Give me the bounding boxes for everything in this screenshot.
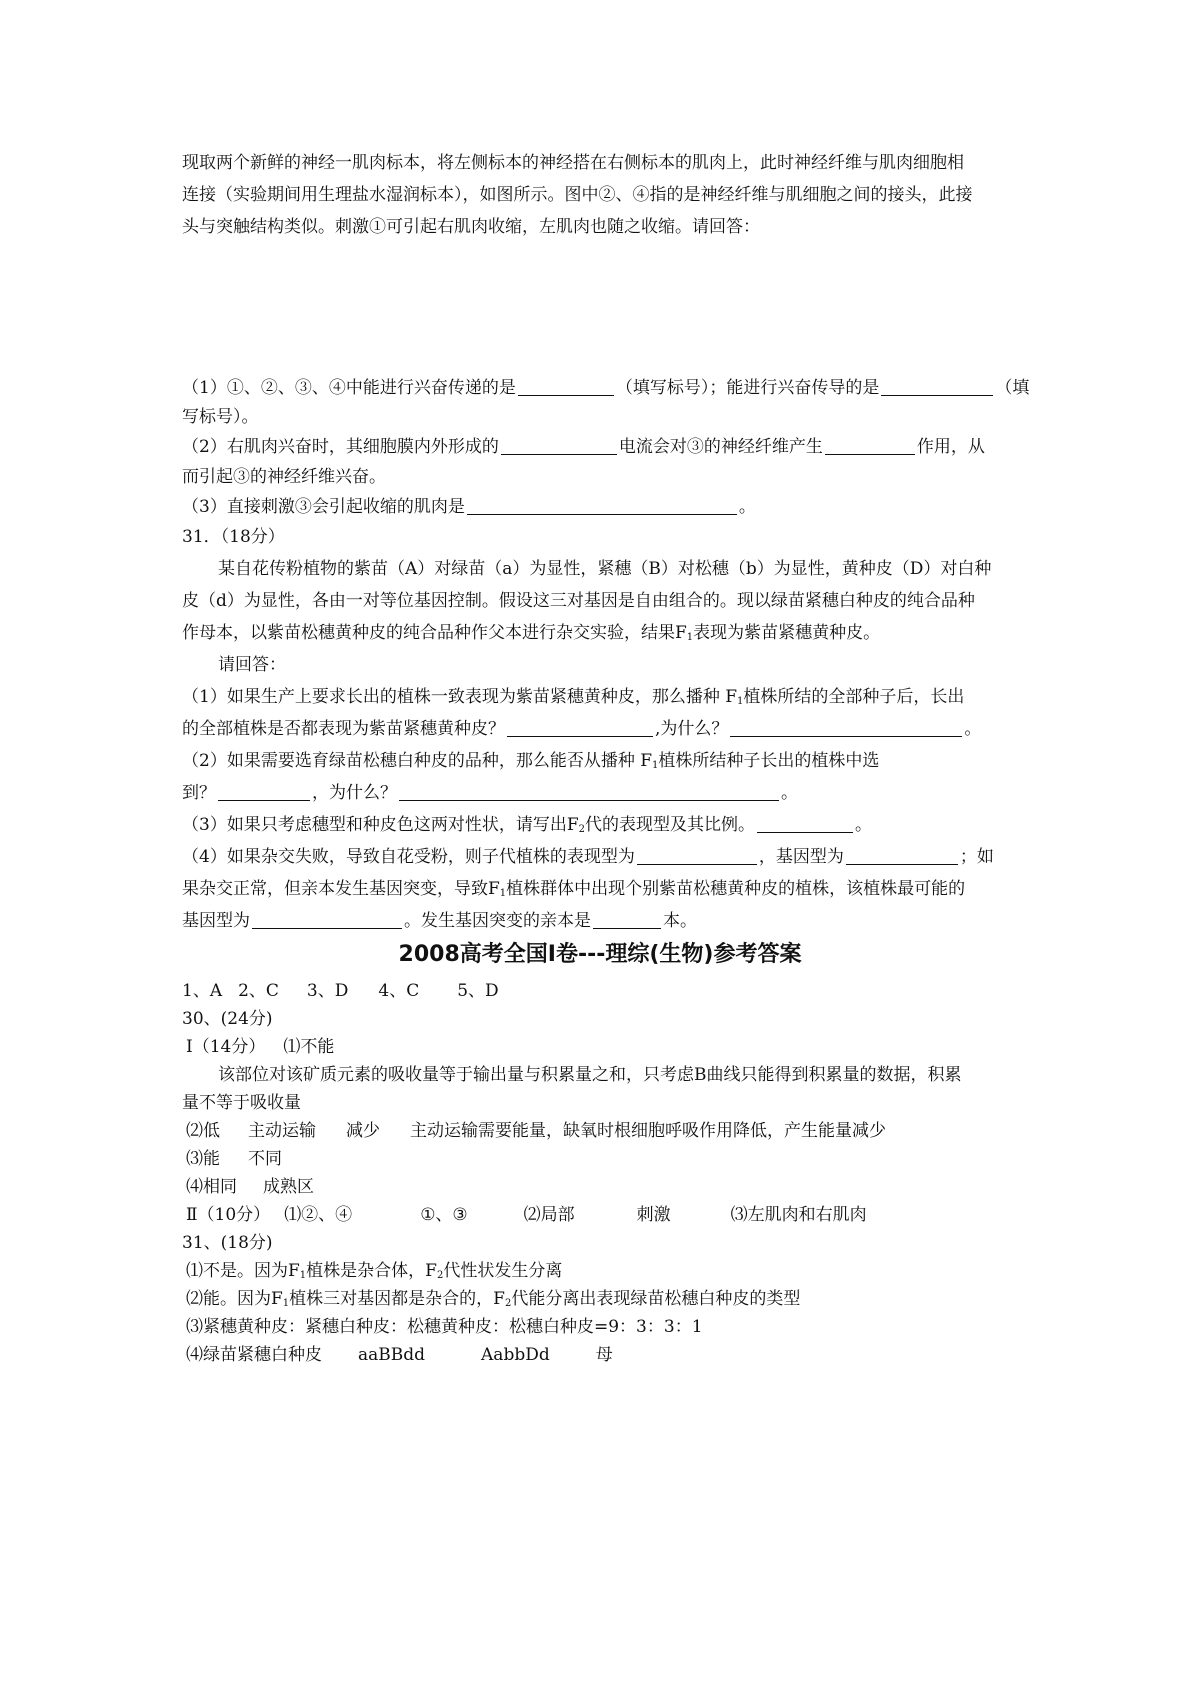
intro-line-3 bbox=[182, 214, 1024, 240]
q31-p4-text-g: 基因型为 bbox=[182, 911, 250, 931]
q31-p4-text-h: 。发生基因突变的亲本是 bbox=[404, 911, 591, 931]
q31-heading bbox=[182, 524, 1024, 550]
answer-item: ⑶左肌肉和右肌肉 bbox=[730, 1205, 867, 1225]
q31-heading-text: 31．（18分） bbox=[182, 527, 285, 547]
q30-part1-line-1 bbox=[182, 375, 1030, 401]
answer-item: 刺激 bbox=[636, 1205, 671, 1225]
answer-30-i-explanation-2 bbox=[182, 1090, 1024, 1116]
answer-30-ii-label: Ⅱ（10分） bbox=[186, 1205, 271, 1225]
answer-30-i-4 bbox=[186, 1174, 1024, 1200]
answer-blank[interactable] bbox=[881, 377, 993, 396]
answer-blank[interactable] bbox=[507, 718, 653, 737]
answer-item: 母 bbox=[595, 1345, 613, 1365]
intro-text-1: 现取两个新鲜的神经一肌肉标本，将左侧标本的神经搭在右侧标本的肌肉上，此时神经纤维与肌肉细胞相 bbox=[182, 153, 964, 173]
q31-p2-text-c: 植株所结种子长出的植株中选 bbox=[658, 751, 880, 771]
mc-answer: 5、D bbox=[457, 981, 499, 1001]
answer-item: ⑵低 bbox=[186, 1121, 220, 1141]
answer-item: ⑶能 bbox=[186, 1149, 220, 1169]
q30-p1-text-a: （1）①、②、③、④中能进行兴奋传递的是 bbox=[182, 378, 516, 398]
answer-text: 植株是杂合体，F bbox=[306, 1261, 437, 1281]
answer-30-i-label: Ⅰ（14分） bbox=[186, 1037, 266, 1057]
q31-stem-text-3a: 作母本，以紫苗松穗黄种皮的纯合品种作父本进行杂交实验，结果F bbox=[182, 623, 687, 643]
q31-p4-text-b: ，基因型为 bbox=[758, 847, 844, 867]
q31-p1-text-e: ,为什么？ bbox=[655, 719, 729, 739]
subscript: 1 bbox=[282, 1298, 290, 1309]
q31-part2-line-2 bbox=[182, 780, 1024, 806]
mc-answer: 3、D bbox=[306, 981, 349, 1001]
answer-item: ⑷相同 bbox=[186, 1177, 237, 1197]
q31-stem-text-1: 某自花传粉植物的紫苗（A）对绿苗（a）为显性，紧穗（B）对松穗（b）为显性，黄种皮（D）对白种 bbox=[218, 559, 992, 579]
mc-answers bbox=[182, 978, 1024, 1004]
intro-text-3: 头与突触结构类似。刺激①可引起右肌肉收缩，左肌肉也随之收缩。请回答： bbox=[182, 217, 760, 237]
answer-item: aaBBdd bbox=[358, 1345, 426, 1365]
q30-part2-line-2 bbox=[182, 464, 1024, 490]
answer-item: AabbDd bbox=[481, 1345, 550, 1365]
explanation-text-1: 该部位对该矿质元素的吸收量等于输出量与积累量之和，只考虑B曲线只能得到积累量的数据，积累 bbox=[218, 1065, 962, 1085]
answer-31-1 bbox=[186, 1258, 1024, 1284]
answer-blank[interactable] bbox=[518, 377, 614, 396]
answer-item: ⑵局部 bbox=[523, 1205, 575, 1225]
answer-blank[interactable] bbox=[593, 910, 661, 929]
q30-p3-text-a: （3）直接刺激③会引起收缩的肌肉是 bbox=[182, 497, 465, 517]
answer-text: 代能分离出表现绿苗松穗白种皮的类型 bbox=[511, 1289, 801, 1309]
answer-text: ⑴不是。因为F bbox=[186, 1261, 300, 1281]
q31-p3-text-a: （3）如果只考虑穗型和种皮色这两对性状，请写出F bbox=[182, 815, 579, 835]
q30-part1-line-2 bbox=[182, 404, 1024, 430]
q30-p2-text-c: 作用，从 bbox=[916, 437, 985, 457]
q30-p2-text-a: （2）右肌肉兴奋时，其细胞膜内外形成的 bbox=[182, 437, 499, 457]
q31-stem-text-3c: 表现为紫苗紧穗黄种皮。 bbox=[693, 623, 881, 643]
q31-p4-text-f: 植株群体中出现个别紫苗松穗黄种皮的植株，该植株最可能的 bbox=[506, 879, 966, 899]
q31-p2-text-a: （2）如果需要选育绿苗松穗白种皮的品种，那么能否从播种 F bbox=[182, 751, 653, 771]
q30-p3-text-b: 。 bbox=[738, 497, 756, 517]
q31-p1-text-c: 植株所结的全部种子后，长出 bbox=[743, 687, 965, 707]
q31-p4-text-a: （4）如果杂交失败，导致自花受粉，则子代植株的表现型为 bbox=[182, 847, 635, 867]
answer-item: 主动运输 bbox=[248, 1121, 316, 1141]
q31-p1-text-a: （1）如果生产上要求长出的植株一致表现为紫苗紧穗黄种皮，那么播种 F bbox=[182, 687, 738, 707]
subscript: 1 bbox=[652, 760, 659, 771]
answer-blank[interactable] bbox=[825, 436, 915, 455]
q31-p2-text-d: 到？ bbox=[182, 783, 216, 803]
answer-blank[interactable] bbox=[218, 782, 310, 801]
answer-31-heading-text: 31、(18分) bbox=[182, 1233, 273, 1253]
q31-p1-text-f: 。 bbox=[964, 719, 982, 739]
q31-stem-text-2: 皮（d）为显性，各由一对等位基因控制。假设这三对基因是自由组合的。现以绿苗紧穗白种皮的纯合品种 bbox=[182, 591, 975, 611]
q31-p4-text-i: 本。 bbox=[663, 911, 697, 931]
q30-part3-line bbox=[182, 494, 1024, 520]
answer-blank[interactable] bbox=[467, 496, 737, 515]
answer-30-i-heading bbox=[186, 1034, 1024, 1060]
answer-item: 主动运输需要能量，缺氧时根细胞呼吸作用降低，产生能量减少 bbox=[410, 1121, 886, 1141]
answer-31-2 bbox=[186, 1286, 1024, 1312]
answer-text: ⑶紧穗黄种皮：紧穗白种皮：松穗黄种皮：松穗白种皮=9：3：3：1 bbox=[186, 1317, 703, 1337]
answer-item: ⑷绿苗紧穗白种皮 bbox=[186, 1345, 322, 1365]
q30-p1-text-b: （填写标号）；能进行兴奋传导的是 bbox=[615, 378, 880, 398]
answer-blank[interactable] bbox=[846, 846, 958, 865]
subscript: 1 bbox=[686, 632, 694, 643]
mc-answer: 4、C bbox=[378, 981, 420, 1001]
q31-stem-line-3 bbox=[182, 620, 1024, 646]
q31-p3-text-d: 。 bbox=[855, 815, 872, 835]
explanation-text-2: 量不等于吸收量 bbox=[182, 1093, 301, 1113]
answer-key-title: 2008高考全国Ⅰ卷---理综(生物)参考答案 bbox=[398, 942, 802, 967]
q31-p3-text-c: 代的表现型及其比例。 bbox=[585, 815, 755, 835]
answer-30-heading bbox=[182, 1006, 1024, 1032]
answer-text: 植株三对基因都是杂合的，F bbox=[289, 1289, 505, 1309]
q31-p2-text-e: ，为什么？ bbox=[312, 783, 397, 803]
q31-part4-line-1 bbox=[182, 844, 1024, 870]
answer-blank[interactable] bbox=[252, 910, 402, 929]
answer-blank[interactable] bbox=[730, 718, 962, 737]
q31-p2-text-f: 。 bbox=[781, 783, 798, 803]
q31-stem-line-1 bbox=[218, 556, 1024, 582]
subscript: 2 bbox=[578, 824, 585, 835]
q31-p1-text-d: 的全部植株是否都表现为紫苗紧穗黄种皮？ bbox=[182, 719, 505, 739]
q30-part2-line-1 bbox=[182, 434, 1024, 460]
answer-item: ⑴②、④ bbox=[284, 1205, 353, 1225]
subscript: 2 bbox=[436, 1270, 444, 1281]
subscript: 1 bbox=[737, 696, 744, 707]
answer-30-heading-text: 30、(24分) bbox=[182, 1009, 273, 1029]
subscript: 1 bbox=[499, 888, 507, 899]
answer-30-i-explanation-1 bbox=[218, 1062, 1024, 1088]
intro-line-1 bbox=[182, 150, 1024, 176]
answer-31-3 bbox=[186, 1314, 1024, 1340]
intro-text-2: 连接（实验期间用生理盐水湿润标本），如图所示。图中②、④指的是神经纤维与肌细胞之间的接头，此接 bbox=[182, 185, 973, 205]
q31-p4-text-d: 果杂交正常，但亲本发生基因突变，导致F bbox=[182, 879, 500, 899]
q31-prompt-text: 请回答： bbox=[218, 655, 286, 675]
answer-30-i-1: ⑴不能 bbox=[283, 1037, 335, 1057]
q31-part1-line-2 bbox=[182, 716, 1024, 742]
answer-blank[interactable] bbox=[637, 846, 757, 865]
q31-prompt bbox=[218, 652, 1024, 678]
q30-p1-text-c: （填 bbox=[995, 378, 1030, 398]
mc-answer: 2、C bbox=[238, 981, 279, 1001]
answer-text: 代性状发生分离 bbox=[443, 1261, 563, 1281]
answer-text: ⑵能。因为F bbox=[186, 1289, 283, 1309]
answer-31-4 bbox=[186, 1342, 1024, 1368]
mc-answer: 1、A bbox=[182, 981, 223, 1001]
q31-part3-line bbox=[182, 812, 1024, 838]
answer-blank[interactable] bbox=[399, 782, 779, 801]
answer-30-i-2 bbox=[186, 1118, 1024, 1144]
subscript: 2 bbox=[504, 1298, 512, 1309]
q30-p1-text-d: 写标号）。 bbox=[182, 407, 259, 427]
answer-blank[interactable] bbox=[757, 814, 853, 833]
answer-blank[interactable] bbox=[501, 436, 617, 455]
answer-item: 不同 bbox=[248, 1149, 282, 1169]
q31-part1-line-1 bbox=[182, 684, 1024, 710]
q31-part4-line-3 bbox=[182, 908, 1024, 934]
q31-p4-text-c: ；如 bbox=[959, 847, 994, 867]
answer-item: ①、③ bbox=[420, 1205, 468, 1225]
intro-line-2 bbox=[182, 182, 1024, 208]
answer-item: 成熟区 bbox=[263, 1177, 314, 1197]
answer-31-heading bbox=[182, 1230, 1024, 1256]
q31-part2-line-1 bbox=[182, 748, 1024, 774]
q30-p2-text-b: 电流会对③的神经纤维产生 bbox=[618, 437, 823, 457]
answer-30-i-3 bbox=[186, 1146, 1024, 1172]
answer-30-ii bbox=[186, 1202, 1024, 1228]
answer-item: 减少 bbox=[346, 1121, 380, 1141]
q31-stem-line-2 bbox=[182, 588, 1024, 614]
q30-p2-text-d: 而引起③的神经纤维兴奋。 bbox=[182, 467, 386, 487]
q31-part4-line-2 bbox=[182, 876, 1024, 902]
subscript: 1 bbox=[299, 1270, 307, 1281]
